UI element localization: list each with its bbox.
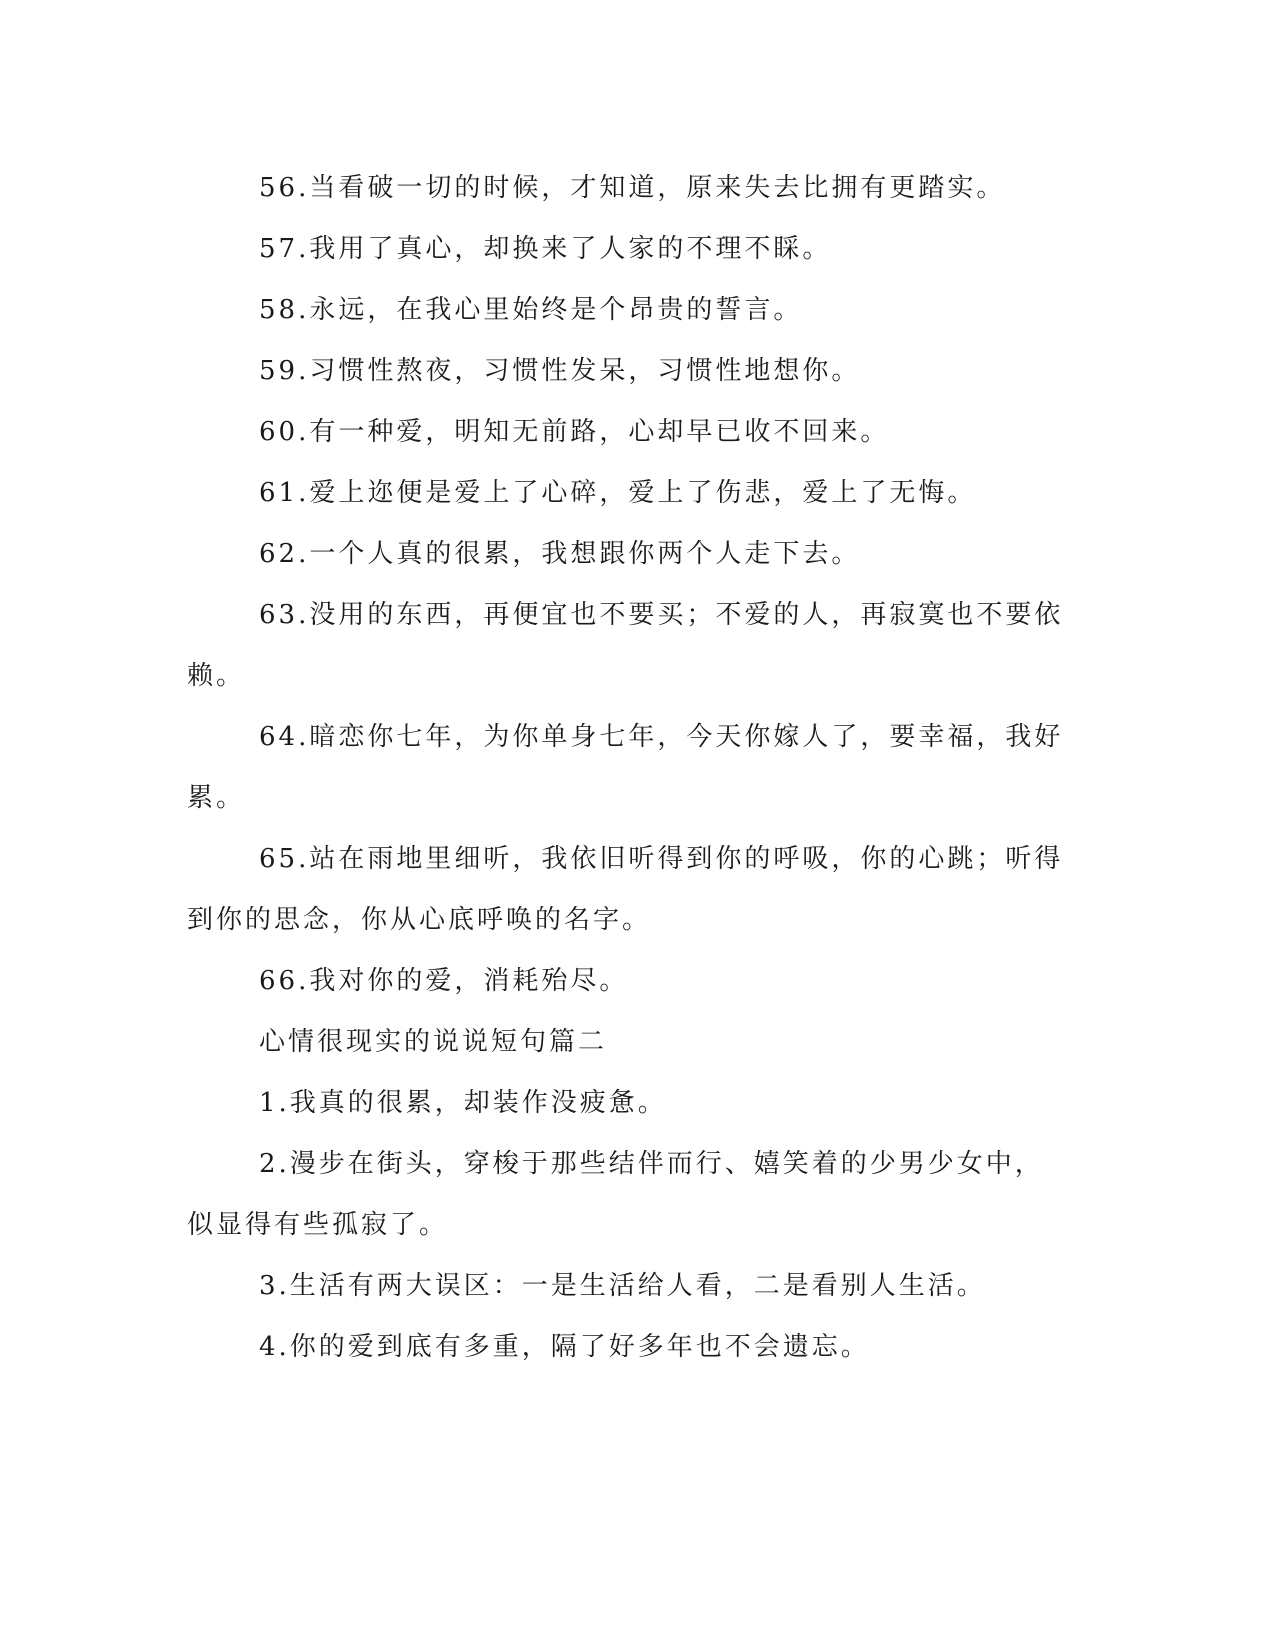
paragraph-65: 65.站在雨地里细听，我依旧听得到你的呼吸，你的心跳；听得到你的思念，你从心底呼唤的名字。 <box>187 844 1064 935</box>
paragraph-66: 66.我对你的爱，消耗殆尽。 <box>259 966 629 996</box>
paragraph-63: 63.没用的东西，再便宜也不要买；不爱的人，再寂寞也不要依赖。 <box>187 600 1064 691</box>
section-heading: 心情很现实的说说短句篇二 <box>259 1027 608 1057</box>
paragraph-58: 58.永远，在我心里始终是个昂贵的誓言。 <box>259 295 803 325</box>
document-body <box>187 158 1067 1378</box>
paragraph-2: 2.漫步在街头，穿梭于那些结伴而行、嬉笑着的少男少女中，似显得有些孤寂了。 <box>187 1149 1044 1240</box>
paragraph-57: 57.我用了真心，却换来了人家的不理不睬。 <box>259 234 832 264</box>
paragraph-3: 3.生活有两大误区：一是生活给人看，二是看别人生活。 <box>259 1271 986 1301</box>
paragraph-60: 60.有一种爱，明知无前路，心却早已收不回来。 <box>259 417 890 447</box>
paragraph-4: 4.你的爱到底有多重，隔了好多年也不会遗忘。 <box>259 1332 870 1362</box>
paragraph-56: 56.当看破一切的时候，才知道，原来失去比拥有更踏实。 <box>259 173 1006 203</box>
paragraph-59: 59.习惯性熬夜，习惯性发呆，习惯性地想你。 <box>259 356 861 386</box>
paragraph-61: 61.爱上迩便是爱上了心碎，爱上了伤悲，爱上了无悔。 <box>259 478 977 508</box>
paragraph-64: 64.暗恋你七年，为你单身七年，今天你嫁人了，要幸福，我好累。 <box>187 722 1064 813</box>
paragraph-62: 62.一个人真的很累，我想跟你两个人走下去。 <box>259 539 861 569</box>
paragraph-1: 1.我真的很累，却装作没疲惫。 <box>259 1088 667 1118</box>
